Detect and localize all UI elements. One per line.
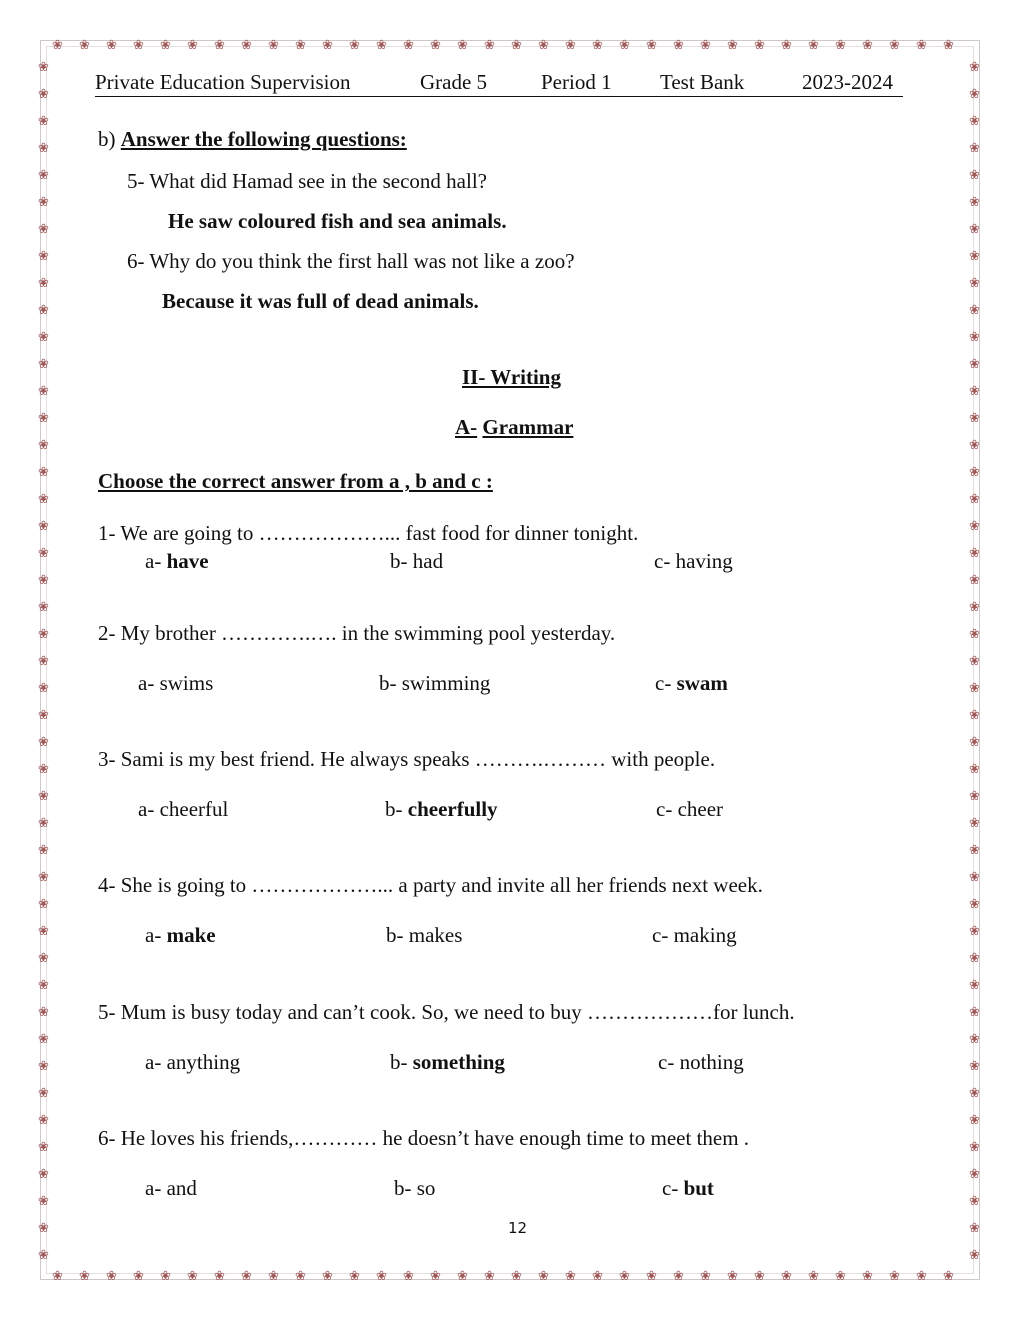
flower-ornament-icon: ❀ (160, 37, 171, 52)
mcq-option: b- swimming (379, 671, 491, 695)
flower-ornament-icon: ❀ (754, 1268, 765, 1283)
flower-ornament-icon: ❀ (430, 1268, 441, 1283)
mcq-stem: 6- He loves his friends,………… he doesn’t have enough time to meet them . (98, 1126, 750, 1150)
flower-ornament-icon: ❀ (592, 1268, 603, 1283)
flower-ornament-icon: ❀ (187, 1268, 198, 1283)
mcq-stem: 5- Mum is busy today and can’t cook. So, we need to buy ………………for lunch. (98, 1000, 795, 1024)
flower-ornament-icon: ❀ (38, 167, 49, 182)
flower-ornament-icon: ❀ (133, 1268, 144, 1283)
flower-ornament-icon: ❀ (969, 383, 980, 398)
flower-ornament-icon: ❀ (969, 167, 980, 182)
flower-ornament-icon: ❀ (38, 1220, 49, 1235)
header-grade: Grade 5 (420, 70, 488, 94)
flower-ornament-icon: ❀ (808, 37, 819, 52)
flower-ornament-icon: ❀ (484, 1268, 495, 1283)
section-name: Grammar (482, 415, 574, 439)
flower-ornament-icon: ❀ (376, 1268, 387, 1283)
mcq-option: b- cheerfully (385, 797, 498, 821)
mcq-option: a- make (145, 923, 216, 947)
flower-ornament-icon: ❀ (862, 37, 873, 52)
flower-ornament-icon: ❀ (969, 221, 980, 236)
header-title: Test Bank (660, 70, 745, 94)
flower-ornament-icon: ❀ (38, 1166, 49, 1181)
flower-ornament-icon: ❀ (241, 37, 252, 52)
flower-ornament-icon: ❀ (38, 275, 49, 290)
flower-ornament-icon: ❀ (969, 1031, 980, 1046)
flower-ornament-icon: ❀ (38, 383, 49, 398)
flower-ornament-icon: ❀ (565, 1268, 576, 1283)
flower-ornament-icon: ❀ (349, 1268, 360, 1283)
flower-ornament-icon: ❀ (187, 37, 198, 52)
section-title (455, 415, 573, 440)
header-org: Private Education Supervision (95, 70, 351, 94)
question-text: 6- Why do you think the first hall was not like a zoo? (127, 249, 575, 273)
flower-ornament-icon: ❀ (862, 1268, 873, 1283)
flower-ornament-icon: ❀ (619, 1268, 630, 1283)
flower-ornament-icon: ❀ (969, 491, 980, 506)
flower-ornament-icon: ❀ (969, 275, 980, 290)
flower-ornament-icon: ❀ (38, 302, 49, 317)
flower-ornament-icon: ❀ (79, 1268, 90, 1283)
mcq-stem: 1- We are going to ………………... fast food for dinner tonight. (98, 521, 639, 545)
flower-ornament-icon: ❀ (376, 37, 387, 52)
flower-ornament-icon: ❀ (38, 761, 49, 776)
mcq-stem: 2- My brother ………….…. in the swimming pool yesterday. (98, 621, 616, 645)
flower-ornament-icon: ❀ (943, 37, 954, 52)
flower-ornament-icon: ❀ (969, 113, 980, 128)
flower-ornament-icon: ❀ (943, 1268, 954, 1283)
flower-ornament-icon: ❀ (727, 1268, 738, 1283)
flower-ornament-icon: ❀ (38, 113, 49, 128)
flower-ornament-icon: ❀ (969, 680, 980, 695)
flower-ornament-icon: ❀ (969, 1247, 980, 1262)
flower-ornament-icon: ❀ (969, 896, 980, 911)
flower-ornament-icon: ❀ (38, 464, 49, 479)
flower-ornament-icon: ❀ (673, 1268, 684, 1283)
flower-ornament-icon: ❀ (916, 37, 927, 52)
flower-ornament-icon: ❀ (38, 680, 49, 695)
flower-ornament-icon: ❀ (538, 1268, 549, 1283)
flower-ornament-icon: ❀ (38, 194, 49, 209)
flower-ornament-icon: ❀ (79, 37, 90, 52)
flower-ornament-icon: ❀ (38, 356, 49, 371)
mcq-option: c- swam (655, 671, 728, 695)
flower-ornament-icon: ❀ (969, 815, 980, 830)
flower-ornament-icon: ❀ (969, 626, 980, 641)
flower-ornament-icon: ❀ (511, 37, 522, 52)
mcq-option: a- cheerful (138, 797, 229, 821)
flower-ornament-icon: ❀ (969, 1166, 980, 1181)
page-number: 12 (508, 1219, 528, 1237)
flower-ornament-icon: ❀ (214, 37, 225, 52)
flower-ornament-icon: ❀ (268, 1268, 279, 1283)
flower-ornament-icon: ❀ (214, 1268, 225, 1283)
flower-ornament-icon: ❀ (646, 37, 657, 52)
flower-ornament-icon: ❀ (969, 329, 980, 344)
mcq-option: b- something (390, 1050, 505, 1074)
flower-ornament-icon: ❀ (38, 707, 49, 722)
flower-ornament-icon: ❀ (700, 1268, 711, 1283)
flower-ornament-icon: ❀ (969, 86, 980, 101)
flower-ornament-icon: ❀ (565, 37, 576, 52)
flower-ornament-icon: ❀ (38, 626, 49, 641)
mcq-option: a- and (145, 1176, 197, 1200)
flower-ornament-icon: ❀ (969, 842, 980, 857)
flower-ornament-icon: ❀ (457, 1268, 468, 1283)
flower-ornament-icon: ❀ (38, 329, 49, 344)
question-text: 5- What did Hamad see in the second hall? (127, 169, 487, 193)
flower-ornament-icon: ❀ (38, 1085, 49, 1100)
flower-ornament-icon: ❀ (969, 950, 980, 965)
flower-ornament-icon: ❀ (969, 788, 980, 803)
flower-ornament-icon: ❀ (969, 923, 980, 938)
mcq-option: c- making (652, 923, 737, 947)
flower-ornament-icon: ❀ (969, 572, 980, 587)
flower-ornament-icon: ❀ (916, 1268, 927, 1283)
flower-ornament-icon: ❀ (969, 1220, 980, 1235)
flower-ornament-icon: ❀ (52, 37, 63, 52)
flower-ornament-icon: ❀ (673, 37, 684, 52)
flower-ornament-icon: ❀ (727, 37, 738, 52)
flower-ornament-icon: ❀ (969, 734, 980, 749)
flower-ornament-icon: ❀ (295, 37, 306, 52)
header-period: Period 1 (541, 70, 612, 94)
flower-ornament-icon: ❀ (969, 869, 980, 884)
flower-ornament-icon: ❀ (38, 1139, 49, 1154)
flower-ornament-icon: ❀ (38, 950, 49, 965)
part-title: II- Writing (462, 365, 561, 389)
flower-ornament-icon: ❀ (889, 37, 900, 52)
flower-ornament-icon: ❀ (403, 37, 414, 52)
flower-ornament-icon: ❀ (969, 302, 980, 317)
flower-ornament-icon: ❀ (969, 1139, 980, 1154)
mcq-option: b- makes (386, 923, 463, 947)
flower-ornament-icon: ❀ (969, 59, 980, 74)
flower-ornament-icon: ❀ (969, 1004, 980, 1019)
flower-ornament-icon: ❀ (646, 1268, 657, 1283)
flower-ornament-icon: ❀ (295, 1268, 306, 1283)
section-b-prefix: b) (98, 127, 116, 151)
mcq-option: a- anything (145, 1050, 241, 1074)
flower-ornament-icon: ❀ (835, 1268, 846, 1283)
flower-ornament-icon: ❀ (38, 1247, 49, 1262)
flower-ornament-icon: ❀ (430, 37, 441, 52)
flower-ornament-icon: ❀ (969, 545, 980, 560)
flower-ornament-icon: ❀ (781, 37, 792, 52)
mcq-option: b- so (394, 1176, 436, 1200)
flower-ornament-icon: ❀ (484, 37, 495, 52)
flower-ornament-icon: ❀ (969, 653, 980, 668)
answer-text: He saw coloured fish and sea animals. (168, 209, 507, 233)
mcq-option: c- but (662, 1176, 714, 1200)
answer-text: Because it was full of dead animals. (162, 289, 479, 313)
flower-ornament-icon: ❀ (38, 1031, 49, 1046)
flower-ornament-icon: ❀ (38, 869, 49, 884)
flower-ornament-icon: ❀ (52, 1268, 63, 1283)
flower-ornament-icon: ❀ (160, 1268, 171, 1283)
flower-ornament-icon: ❀ (511, 1268, 522, 1283)
flower-ornament-icon: ❀ (969, 248, 980, 263)
flower-ornament-icon: ❀ (619, 37, 630, 52)
flower-ornament-icon: ❀ (969, 140, 980, 155)
flower-ornament-icon: ❀ (38, 491, 49, 506)
flower-ornament-icon: ❀ (38, 140, 49, 155)
flower-ornament-icon: ❀ (241, 1268, 252, 1283)
flower-ornament-icon: ❀ (969, 410, 980, 425)
flower-ornament-icon: ❀ (38, 815, 49, 830)
flower-ornament-icon: ❀ (969, 356, 980, 371)
flower-ornament-icon: ❀ (754, 37, 765, 52)
mcq-option: b- had (390, 549, 444, 573)
mcq-option: c- nothing (658, 1050, 744, 1074)
flower-ornament-icon: ❀ (38, 437, 49, 452)
flower-ornament-icon: ❀ (106, 1268, 117, 1283)
flower-ornament-icon: ❀ (781, 1268, 792, 1283)
flower-ornament-icon: ❀ (969, 977, 980, 992)
flower-ornament-icon: ❀ (969, 761, 980, 776)
flower-ornament-icon: ❀ (969, 707, 980, 722)
flower-ornament-icon: ❀ (38, 221, 49, 236)
flower-ornament-icon: ❀ (38, 518, 49, 533)
flower-ornament-icon: ❀ (38, 59, 49, 74)
mcq-option: c- cheer (656, 797, 724, 821)
flower-ornament-icon: ❀ (106, 37, 117, 52)
flower-ornament-icon: ❀ (268, 37, 279, 52)
flower-ornament-icon: ❀ (889, 1268, 900, 1283)
flower-ornament-icon: ❀ (38, 248, 49, 263)
flower-ornament-icon: ❀ (38, 896, 49, 911)
flower-ornament-icon: ❀ (38, 599, 49, 614)
flower-ornament-icon: ❀ (38, 86, 49, 101)
flower-ornament-icon: ❀ (403, 1268, 414, 1283)
flower-ornament-icon: ❀ (38, 572, 49, 587)
flower-ornament-icon: ❀ (457, 37, 468, 52)
mcq-option: a- swims (138, 671, 214, 695)
mcq-option: c- having (654, 549, 733, 573)
flower-ornament-icon: ❀ (38, 842, 49, 857)
flower-ornament-icon: ❀ (969, 1085, 980, 1100)
flower-ornament-icon: ❀ (38, 410, 49, 425)
mcq-stem: 3- Sami is my best friend. He always speaks ……….……… with people. (98, 747, 716, 771)
flower-ornament-icon: ❀ (969, 464, 980, 479)
flower-ornament-icon: ❀ (969, 599, 980, 614)
section-b-title: Answer the following questions: (120, 127, 407, 151)
flower-ornament-icon: ❀ (808, 1268, 819, 1283)
flower-ornament-icon: ❀ (538, 37, 549, 52)
flower-ornament-icon: ❀ (969, 437, 980, 452)
flower-ornament-icon: ❀ (38, 923, 49, 938)
flower-ornament-icon: ❀ (38, 1004, 49, 1019)
flower-ornament-icon: ❀ (38, 545, 49, 560)
flower-ornament-icon: ❀ (38, 1112, 49, 1127)
section-b-heading (98, 127, 407, 152)
flower-ornament-icon: ❀ (133, 37, 144, 52)
flower-ornament-icon: ❀ (38, 977, 49, 992)
flower-ornament-icon: ❀ (349, 37, 360, 52)
page-header (95, 70, 903, 97)
flower-ornament-icon: ❀ (38, 788, 49, 803)
flower-ornament-icon: ❀ (38, 1193, 49, 1208)
flower-ornament-icon: ❀ (700, 37, 711, 52)
flower-ornament-icon: ❀ (38, 734, 49, 749)
flower-ornament-icon: ❀ (322, 37, 333, 52)
flower-ornament-icon: ❀ (969, 194, 980, 209)
mcq-stem: 4- She is going to ………………... a party and invite all her friends next week. (98, 873, 763, 897)
flower-ornament-icon: ❀ (38, 1058, 49, 1073)
flower-ornament-icon: ❀ (38, 653, 49, 668)
flower-ornament-icon: ❀ (969, 518, 980, 533)
section-letter: A- (455, 415, 478, 439)
flower-ornament-icon: ❀ (592, 37, 603, 52)
flower-ornament-icon: ❀ (835, 37, 846, 52)
flower-ornament-icon: ❀ (969, 1058, 980, 1073)
flower-ornament-icon: ❀ (322, 1268, 333, 1283)
mcq-option: a- have (145, 549, 209, 573)
header-year: 2023-2024 (802, 70, 893, 94)
flower-ornament-icon: ❀ (969, 1193, 980, 1208)
instruction: Choose the correct answer from a , b and c : (98, 469, 493, 493)
flower-ornament-icon: ❀ (969, 1112, 980, 1127)
